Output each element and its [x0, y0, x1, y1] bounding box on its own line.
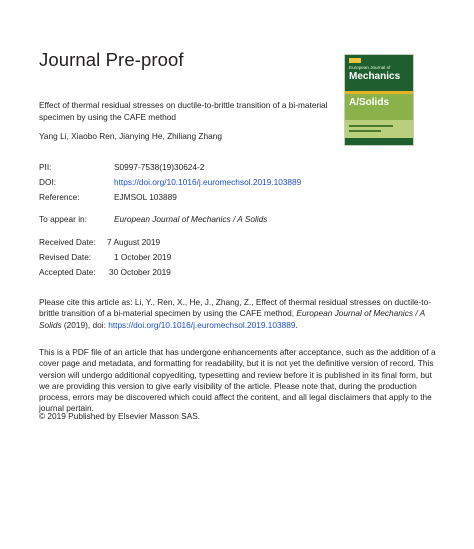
cover-text-bar [349, 125, 393, 127]
revised-row [39, 252, 172, 262]
received-label: Received Date: [39, 237, 96, 247]
pii-value: S0997-7538(19)30624-2 [114, 162, 205, 172]
article-title: Effect of thermal residual stresses on ductile-to-brittle transition of a bi-material specimen by using the CAFE method [39, 100, 328, 122]
journal-cover-image [344, 54, 414, 146]
pii-label: PII: [39, 162, 52, 172]
publisher-logo-icon [349, 58, 361, 63]
to-appear-label: To appear in: [39, 214, 87, 224]
cover-text-bar [349, 130, 381, 132]
doi-link[interactable]: https://doi.org/10.1016/j.euromechsol.2019.103889 [114, 177, 302, 187]
doi-label: DOI: [39, 177, 57, 187]
journal-preproof-heading: Journal Pre-proof [39, 49, 184, 70]
revised-label: Revised Date: [39, 252, 92, 262]
citation-year: (2019), doi: [63, 319, 106, 330]
reference-row [39, 192, 177, 202]
citation-doi-link[interactable]: https://doi.org/10.1016/j.euromechsol.2019.103889 [108, 319, 296, 330]
cover-title-line1: Mechanics [349, 71, 401, 82]
author-list: Yang Li, Xiaobo Ren, Jianying He, Zhiliang Zhang [39, 131, 222, 141]
disclaimer-paragraph: This is a PDF file of an article that has undergone enhancements after acceptance, such as the addition of a cover page and metadata, and formatting for readability, but it is not yet the definitive version of record. This version will undergo additional copyediting, typesetting and review before it is published in its final form, but we are providing this version to give early visibility of the article. Please note that, during the production process, errors may be discovered which could affect the content, and all legal disclaimers that apply to the journal pertain. [39, 347, 436, 414]
reference-value: EJMSOL 103889 [114, 192, 177, 202]
revised-date: 1 October 2019 [114, 252, 172, 262]
cover-title-line2: A/Solids [349, 97, 390, 108]
cover-low-band [345, 120, 413, 138]
copyright-notice: © 2019 Published by Elsevier Masson SAS. [39, 411, 201, 421]
citation-journal: European Journal of Mechanics / A Solids [39, 308, 425, 330]
received-date: 7 August 2019 [107, 237, 161, 247]
citation-paragraph [39, 297, 439, 331]
accepted-label: Accepted Date: [39, 267, 96, 277]
to-appear-row [39, 214, 268, 224]
accepted-row [39, 267, 171, 277]
journal-name: European Journal of Mechanics / A Solids [114, 214, 268, 224]
reference-label: Reference: [39, 192, 80, 202]
received-row [39, 237, 161, 247]
doi-row [39, 177, 302, 187]
accepted-date: 30 October 2019 [109, 267, 171, 277]
citation-end: . [295, 319, 298, 330]
citation-text: Please cite this article as: Li, Y., Ren, X., He, J., Zhang, Z., Effect of thermal residual stresses on ductile-to-brittle transition of a bi-material specimen by using the CAFE method, [39, 297, 431, 319]
pii-row [39, 162, 205, 172]
cover-journal-line: European Journal of [349, 65, 391, 70]
cover-foot-band [345, 138, 413, 146]
